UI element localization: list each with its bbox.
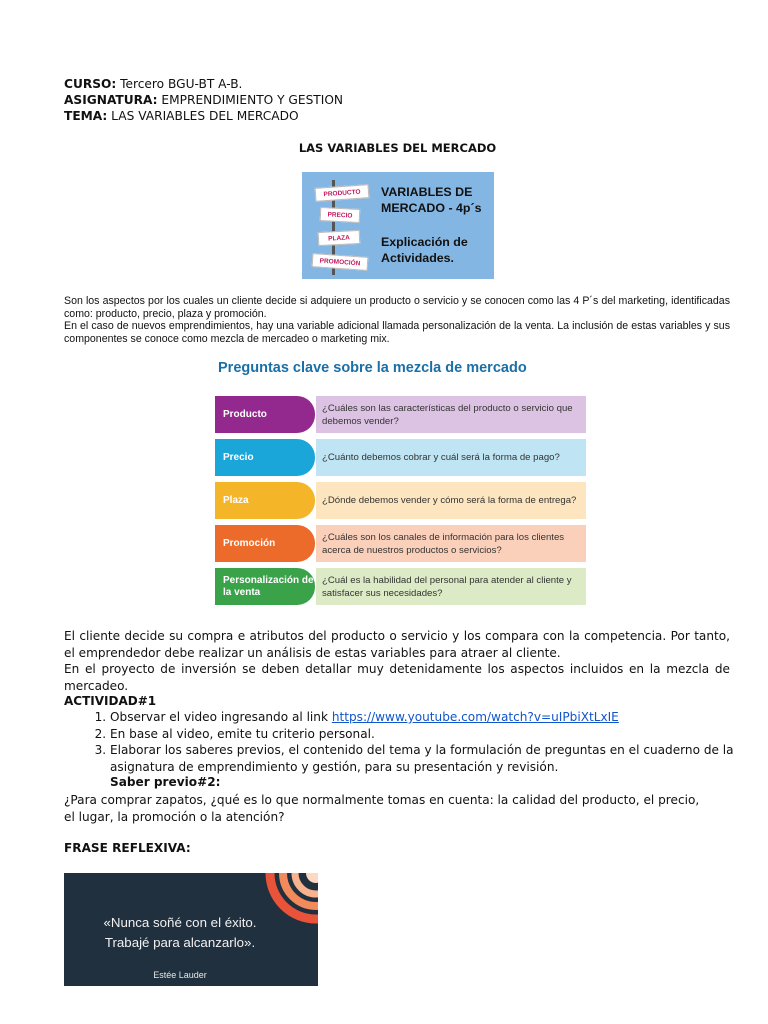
activity-list (64, 709, 760, 775)
saber-previo-question: ¿Para comprar zapatos, ¿qué es lo que normalmente tomas en cuenta: la calidad del producto, el precio, el lugar, la promoción o la atención? (64, 793, 700, 824)
mix-label: Producto (215, 396, 315, 433)
banner-title-line1: VARIABLES DE (381, 185, 473, 199)
saber-previo-title: Saber previo#2: (110, 775, 221, 789)
quote-line-1: «Nunca soñé con el éxito. (103, 915, 257, 930)
sign-precio: PRECIO (320, 207, 361, 223)
frase-reflexiva-title: FRASE REFLEXIVA: (64, 841, 191, 855)
quote-line-2: Trabajé para alcanzarlo». (104, 935, 256, 950)
mix-row-promocion (215, 525, 586, 562)
mix-row-plaza (215, 482, 586, 519)
mix-question: ¿Cuál es la habilidad del personal para atender al cliente y satisfacer sus necesidades? (316, 568, 586, 605)
banner-subtitle (381, 234, 491, 266)
asignatura-value: EMPRENDIMIENTO Y GESTION (157, 93, 344, 107)
quote-author: Estée Lauder (153, 970, 207, 980)
mix-row-precio (215, 439, 586, 476)
quote-image (64, 873, 318, 986)
mix-question: ¿Cuáles son los canales de información para los clientes acerca de nuestros productos o servicios? (316, 525, 586, 562)
mix-label: Personalización de la venta (215, 568, 315, 605)
intro-paragraph-2: En el caso de nuevos emprendimientos, hay una variable adicional llamada personalización de la venta. La inclusión de estas variables y sus componentes se conoce como mezcla de mercadeo o marketing mix. (64, 320, 730, 345)
quote-text (80, 913, 280, 953)
sign-plaza: PLAZA (318, 230, 361, 246)
activity-title: ACTIVIDAD#1 (64, 694, 157, 708)
activity-item-3: 3. Elaborar los saberes previos, el contenido del tema y la formulación de preguntas en el cuaderno de la asignatura de emprendimiento y gestión, para su presentación y revisión. (110, 742, 760, 775)
curso-label: CURSO: (64, 77, 117, 91)
sign-producto: PRODUCTO (315, 184, 370, 202)
sign-promocion: PROMOCIÓN (312, 253, 369, 271)
activity-item-1 (110, 709, 760, 726)
mix-question: ¿Dónde debemos vender y cómo será la forma de entrega? (316, 482, 586, 519)
mix-question: ¿Cuánto debemos cobrar y cuál será la forma de pago? (316, 439, 586, 476)
mix-question: ¿Cuáles son las características del producto o servicio que debemos vender? (316, 396, 586, 433)
banner-sub-line1: Explicación de (381, 235, 468, 249)
body-paragraph-1: El cliente decide su compra e atributos del producto o servicio y los compara con la competencia. Por tanto, el emprendedor debe realizar un análisis de estas variables para atraer al cliente. (64, 629, 730, 660)
mix-label: Plaza (215, 482, 315, 519)
tema-label: TEMA: (64, 109, 108, 123)
variables-banner-image (302, 172, 494, 279)
banner-title (381, 184, 491, 216)
banner-title-line2: MERCADO - 4p´s (381, 201, 482, 215)
mix-label: Precio (215, 439, 315, 476)
activity-item-2: 2. En base al video, emite tu criterio personal. (110, 726, 760, 743)
intro-paragraph-1: Son los aspectos por los cuales un cliente decide si adquiere un producto o servicio y se conocen como las 4 P´s del marketing, identificadas como: producto, precio, plaza y promoción. (64, 295, 730, 320)
document-title: LAS VARIABLES DEL MERCADO (298, 141, 497, 155)
banner-sub-line2: Actividades. (381, 251, 454, 265)
curso-line (64, 76, 242, 92)
tema-line (64, 108, 299, 124)
asignatura-line (64, 92, 343, 108)
tema-value: LAS VARIABLES DEL MERCADO (107, 109, 299, 123)
activity-item-1-text: Observar el video ingresando al link (110, 710, 332, 724)
body-paragraph-2: En el proyecto de inversión se deben detallar muy detenidamente los aspectos incluidos en la mezcla de mercadeo. (64, 662, 730, 693)
mix-row-producto (215, 396, 586, 433)
mix-heading: Preguntas clave sobre la mezcla de mercado (218, 360, 527, 376)
mix-label: Promoción (215, 525, 315, 562)
mix-row-personalizacion (215, 568, 586, 605)
curso-value: Tercero BGU-BT A-B. (116, 77, 243, 91)
youtube-link[interactable]: https://www.youtube.com/watch?v=uIPbiXtLxIE (331, 710, 619, 724)
asignatura-label: ASIGNATURA: (64, 93, 158, 107)
